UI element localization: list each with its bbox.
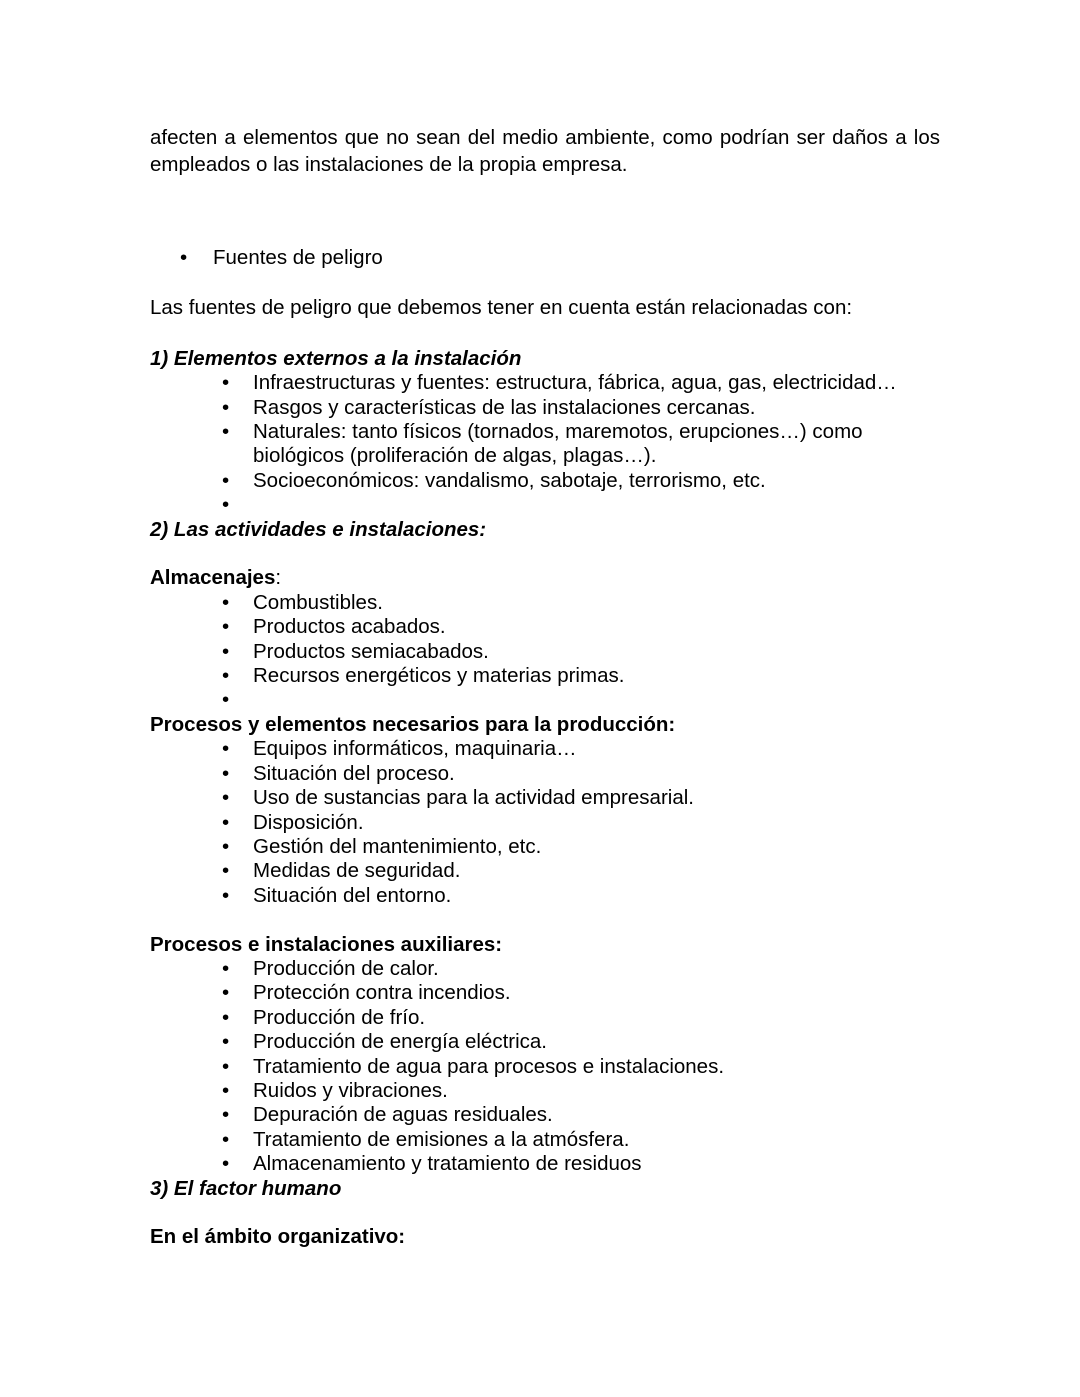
list-item-text: Disposición.: [253, 810, 364, 834]
list-item: [150, 957, 940, 981]
list-item: [150, 1030, 940, 1054]
bullet-icon: •: [222, 395, 230, 419]
list-item-text: Productos acabados.: [253, 615, 446, 639]
bullet-icon: •: [222, 761, 230, 785]
bullet-icon: •: [222, 664, 230, 688]
bullet-icon: •: [222, 420, 230, 444]
list-item-text: Rasgos y características de las instalaciones cercanas.: [253, 395, 756, 419]
list-item-text: Situación del entorno.: [253, 883, 452, 907]
bullet-icon: •: [222, 371, 230, 395]
list-item: [150, 591, 940, 615]
part2-title: 2) Las actividades e instalaciones:: [150, 517, 487, 541]
list-item: [150, 493, 940, 517]
procesos-heading: Procesos y elementos necesarios para la producción:: [150, 712, 676, 736]
bullet-icon: •: [222, 468, 230, 492]
list-item: [150, 1152, 940, 1176]
list-item-text: Producción de energía eléctrica.: [253, 1030, 548, 1054]
list-item: [150, 615, 940, 639]
list-item-text: Gestión del mantenimiento, etc.: [253, 834, 542, 858]
bullet-icon: •: [222, 981, 230, 1005]
bullet-icon: •: [222, 590, 230, 614]
list-item: [150, 469, 940, 493]
list-item: [150, 762, 940, 786]
list-item-text: Combustibles.: [253, 590, 383, 614]
almacenajes-list: [150, 591, 940, 713]
list-item: [150, 371, 940, 395]
list-item: [150, 420, 940, 469]
part1-title: 1) Elementos externos a la instalación: [150, 346, 522, 370]
list-item-text: Depuración de aguas residuales.: [253, 1103, 553, 1127]
list-item-text: Recursos energéticos y materias primas.: [253, 664, 625, 688]
list-item: [150, 640, 940, 664]
auxiliares-heading: Procesos e instalaciones auxiliares:: [150, 932, 503, 956]
list-item: [150, 1055, 940, 1079]
list-item: [150, 688, 940, 712]
almacenajes-heading: [150, 566, 940, 590]
list-item-text: Producción de frío.: [253, 1005, 426, 1029]
list-item-text: Infraestructuras y fuentes: estructura, fábrica, agua, gas, electricidad…: [253, 371, 897, 395]
section-heading: [150, 246, 940, 270]
bullet-icon: •: [222, 688, 230, 712]
list-item-text: Socioeconómicos: vandalismo, sabotaje, terrorismo, etc.: [253, 468, 766, 492]
list-item: [150, 884, 940, 908]
lead-paragraph: Las fuentes de peligro que debemos tener en cuenta están relacionadas con:: [150, 296, 853, 320]
list-item-text: Uso de sustancias para la actividad empresarial.: [253, 786, 694, 810]
list-item-text: Almacenamiento y tratamiento de residuos: [253, 1152, 642, 1176]
bullet-icon: •: [222, 737, 230, 761]
part3-title: 3) El factor humano: [150, 1176, 342, 1200]
list-item-text: Productos semiacabados.: [253, 639, 489, 663]
procesos-list: [150, 737, 940, 908]
almacenajes-colon: :: [275, 566, 282, 590]
list-item-text: Producción de calor.: [253, 956, 439, 980]
list-item-text: Naturales: tanto físicos (tornados, maremotos, erupciones…) como biológicos (proliferación de algas, plagas…).: [253, 420, 863, 468]
list-item: [150, 1079, 940, 1103]
bullet-icon: •: [222, 883, 230, 907]
bullet-icon: •: [222, 1054, 230, 1078]
list-item: [150, 1103, 940, 1127]
bullet-icon: •: [222, 1005, 230, 1029]
bullet-icon: •: [222, 1152, 230, 1176]
bullet-icon: •: [222, 1030, 230, 1054]
bullet-icon: •: [222, 786, 230, 810]
auxiliares-list: [150, 957, 940, 1177]
intro-paragraph: afecten a elementos que no sean del medio ambiente, como podrían ser daños a los empleados o las instalaciones de la propia empresa.: [150, 126, 940, 176]
bullet-icon: •: [222, 1127, 230, 1151]
list-item: [150, 811, 940, 835]
bullet-icon: •: [222, 834, 230, 858]
list-item: [150, 1128, 940, 1152]
list-item: [150, 1006, 940, 1030]
bullet-icon: •: [222, 1078, 230, 1102]
list-item: [150, 396, 940, 420]
part1-list: [150, 371, 940, 517]
bullet-icon: •: [222, 639, 230, 663]
list-item: [150, 835, 940, 859]
bullet-icon: •: [222, 810, 230, 834]
list-item: [150, 981, 940, 1005]
list-item-text: Situación del proceso.: [253, 761, 455, 785]
list-item-text: Tratamiento de emisiones a la atmósfera.: [253, 1127, 630, 1151]
almacenajes-title: Almacenajes: [150, 566, 276, 590]
document-page: [150, 124, 940, 1250]
bullet-icon: •: [222, 615, 230, 639]
list-item-text: Ruidos y vibraciones.: [253, 1078, 448, 1102]
bullet-icon: •: [222, 1103, 230, 1127]
section-title: Fuentes de peligro: [213, 246, 383, 269]
list-item: [150, 664, 940, 688]
list-item: [150, 737, 940, 761]
bullet-icon: •: [222, 956, 230, 980]
list-item-text: Equipos informáticos, maquinaria…: [253, 737, 577, 761]
list-item-text: Medidas de seguridad.: [253, 859, 461, 883]
bullet-icon: •: [222, 859, 230, 883]
part3-subtitle: En el ámbito organizativo:: [150, 1225, 406, 1249]
list-item-text: Tratamiento de agua para procesos e instalaciones.: [253, 1054, 725, 1078]
bullet-icon: •: [222, 493, 230, 517]
bullet-icon: •: [180, 246, 188, 269]
list-item: [150, 859, 940, 883]
list-item-text: Protección contra incendios.: [253, 981, 511, 1005]
list-item: [150, 786, 940, 810]
